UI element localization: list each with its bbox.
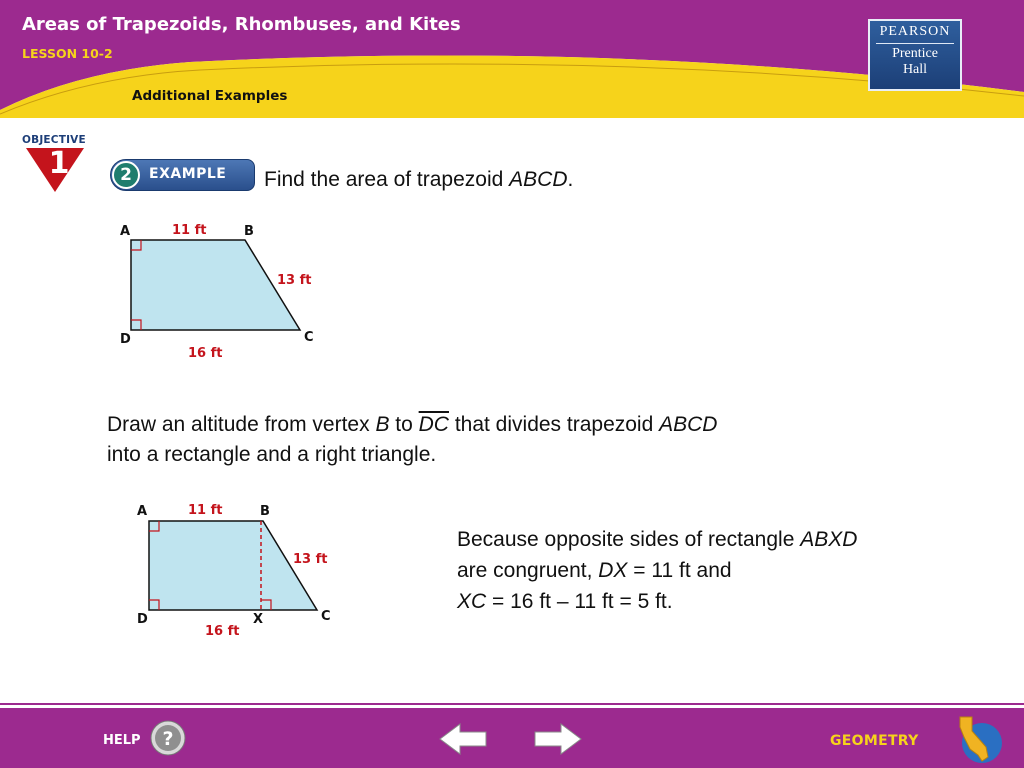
vertex-d-label: D	[120, 332, 131, 347]
congruence-line-3: XC = 16 ft – 11 ft = 5 ft.	[457, 590, 673, 613]
example-badge	[110, 159, 255, 191]
slant-side-label: 13 ft	[277, 273, 312, 288]
segment-dc-ref: $\overline{DC}$	[418, 413, 449, 436]
segment-xc-ref: XC	[457, 590, 487, 613]
page-title: Areas of Trapezoids, Rhombuses, and Kites	[22, 14, 461, 35]
section-subtitle: Additional Examples	[132, 88, 288, 104]
example-number: 2	[112, 161, 140, 189]
trapezoid-altitude-figure	[125, 495, 355, 645]
trapezoid-shape	[131, 240, 300, 330]
footer-divider	[0, 703, 1024, 705]
publisher-logo	[868, 19, 962, 91]
logo-line-1: PEARSON	[879, 24, 951, 39]
arrow-left-icon[interactable]	[438, 722, 488, 756]
vertex-a2-label: A	[137, 504, 148, 519]
segment-dx-ref: DX	[598, 559, 628, 582]
vertex-b2-label: B	[260, 504, 270, 519]
altitude-line-1: Draw an altitude from vertex B to $\overline{DC}$ that divides trapezoid ABCD	[107, 413, 718, 436]
altitude-explanation	[107, 410, 717, 470]
prompt-text: Find the area of trapezoid	[264, 168, 510, 191]
congruence-explanation	[457, 524, 857, 617]
top-side-label: 11 ft	[172, 223, 207, 238]
arrow-right-icon[interactable]	[533, 722, 583, 756]
vertex-d2-label: D	[137, 612, 148, 627]
subject-label: GEOMETRY	[830, 733, 919, 749]
california-icon	[952, 713, 1004, 765]
prompt-period: .	[567, 168, 574, 191]
prompt-shape: ABCD	[509, 168, 568, 191]
objective-label: OBJECTIVE	[22, 134, 86, 146]
lesson-label: LESSON 10-2	[22, 46, 113, 61]
bottom-side-label: 16 ft	[188, 346, 223, 361]
vertex-b-label: B	[244, 224, 254, 239]
top-side-label-2: 11 ft	[188, 503, 223, 518]
help-label[interactable]: HELP	[103, 733, 141, 748]
congruence-line-2: are congruent, DX = 11 ft and	[457, 559, 732, 582]
logo-line-3: Hall	[902, 62, 928, 77]
rectangle-ref: ABXD	[800, 528, 858, 551]
slant-side-label-2: 13 ft	[293, 552, 328, 567]
svg-text:?: ?	[162, 728, 174, 750]
footer-bar	[0, 708, 1024, 768]
bottom-side-label-2: 16 ft	[205, 624, 240, 639]
header-banner	[0, 0, 1024, 118]
objective-marker	[20, 132, 90, 194]
shape-ref: ABCD	[659, 413, 718, 436]
objective-number: 1	[48, 146, 70, 181]
trapezoid-figure	[110, 215, 330, 365]
vertex-a-label: A	[120, 224, 131, 239]
vertex-c-label: C	[304, 330, 314, 345]
problem-prompt	[264, 168, 573, 192]
vertex-c2-label: C	[321, 609, 331, 624]
logo-line-2: Prentice	[892, 46, 938, 61]
congruence-line-1: Because opposite sides of rectangle ABXD	[457, 528, 858, 551]
question-icon[interactable]	[150, 720, 186, 756]
trapezoid-shape-2	[149, 521, 317, 610]
vertex-b-ref: B	[375, 413, 390, 436]
vertex-x-label: X	[253, 612, 264, 627]
altitude-line-2: into a rectangle and a right triangle.	[107, 443, 437, 466]
example-label: EXAMPLE	[149, 166, 227, 182]
